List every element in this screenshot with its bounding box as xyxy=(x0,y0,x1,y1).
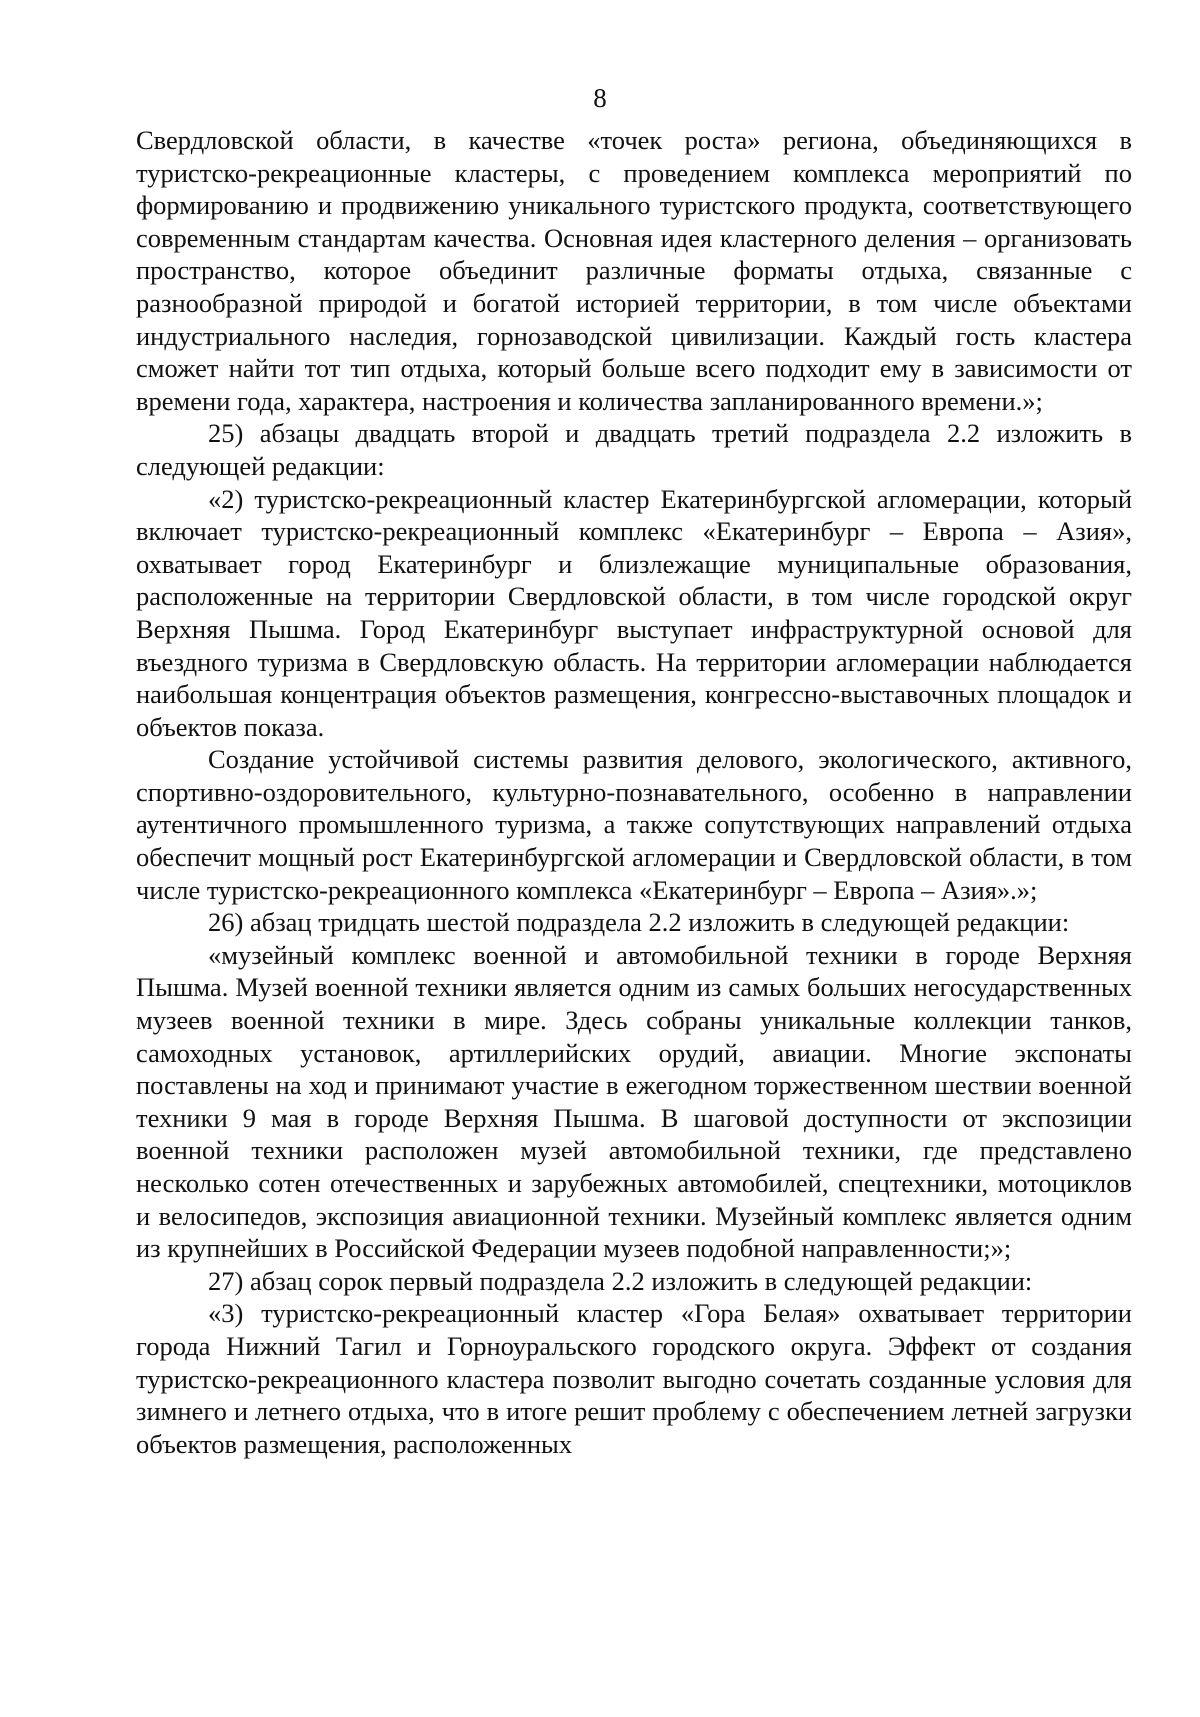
paragraph-gora-belaya-cluster: «3) туристско-рекреационный кластер «Гора Белая» охватывает территории города Нижний Тагил и Горноуральского городского округа. Эффект от создания туристско-рекреационного кластера позволит выгодно сочетать созданные условия для зимнего и летнего отдыха, что в итоге решит проблему с обеспечением летней загрузки объектов размещения, расположенных xyxy=(136,1298,1132,1459)
paragraph-sustainable-system: Создание устойчивой системы развития делового, экологического, активного, спортивно-оздоровительного, культурно-познавательного, особенно в направлении аутентичного промышленного туризма, а также сопутствующих направлений отдыха обеспечит мощный рост Екатеринбургской агломерации и Свердловской области, в том числе туристско-рекреационного комплекса «Екатеринбург – Европа – Азия».»; xyxy=(136,744,1132,905)
paragraph-amendment-27: 27) абзац сорок первый подраздела 2.2 изложить в следующей редакции: xyxy=(208,1265,1033,1296)
document-body xyxy=(136,124,1132,1460)
paragraph-amendment-25: 25) абзацы двадцать второй и двадцать третий подраздела 2.2 изложить в следующей редакции: xyxy=(136,418,1132,481)
paragraph-museum-complex: «музейный комплекс военной и автомобильной техники в городе Верхняя Пышма. Музей военной техники является одним из самых больших негосударственных музеев военной техники в мире. Здесь собраны уникальные коллекции танков, самоходных установок, артиллерийских орудий, авиации. Многие экспонаты поставлены на ход и принимают участие в ежегодном торжественном шествии военной техники 9 мая в городе Верхняя Пышма. В шаговой доступности от экспозиции военной техники расположен музей автомобильной техники, где представлено несколько сотен отечественных и зарубежных автомобилей, спецтехники, мотоциклов и велосипедов, экспозиция авиационной техники. Музейный комплекс является одним из крупнейших в Российской Федерации музеев подобной направленности;»; xyxy=(136,939,1132,1264)
paragraph-ekaterinburg-cluster: «2) туристско-рекреационный кластер Екатеринбургской агломерации, который включает туристско-рекреационный комплекс «Екатеринбург – Европа – Азия», охватывает город Екатеринбург и близлежащие муниципальные образования, расположенные на территории Свердловской области, в том числе городской округ Верхняя Пышма. Город Екатеринбург выступает инфраструктурной основой для въездного туризма в Свердловскую область. На территории агломерации наблюдается наибольшая концентрация объектов размещения, конгрессно-выставочных площадок и объектов показа. xyxy=(136,483,1132,742)
page-number: 8 xyxy=(593,83,607,113)
paragraph-continuation: Свердловской области, в качестве «точек роста» региона, объединяющихся в туристско-рекреационные кластеры, с проведением комплекса мероприятий по формированию и продвижению уникального туристского продукта, соответствующего современным стандартам качества. Основная идея кластерного деления – организовать пространство, которое объединит различные форматы отдыха, связанные с разнообразной природой и богатой историей территории, в том числе объектами индустриального наследия, горнозаводской цивилизации. Каждый гость кластера сможет найти тот тип отдыха, который больше всего подходит ему в зависимости от времени года, характера, настроения и количества запланированного времени.»; xyxy=(136,125,1132,416)
paragraph-amendment-26: 26) абзац тридцать шестой подраздела 2.2 изложить в следующей редакции: xyxy=(208,907,1070,938)
